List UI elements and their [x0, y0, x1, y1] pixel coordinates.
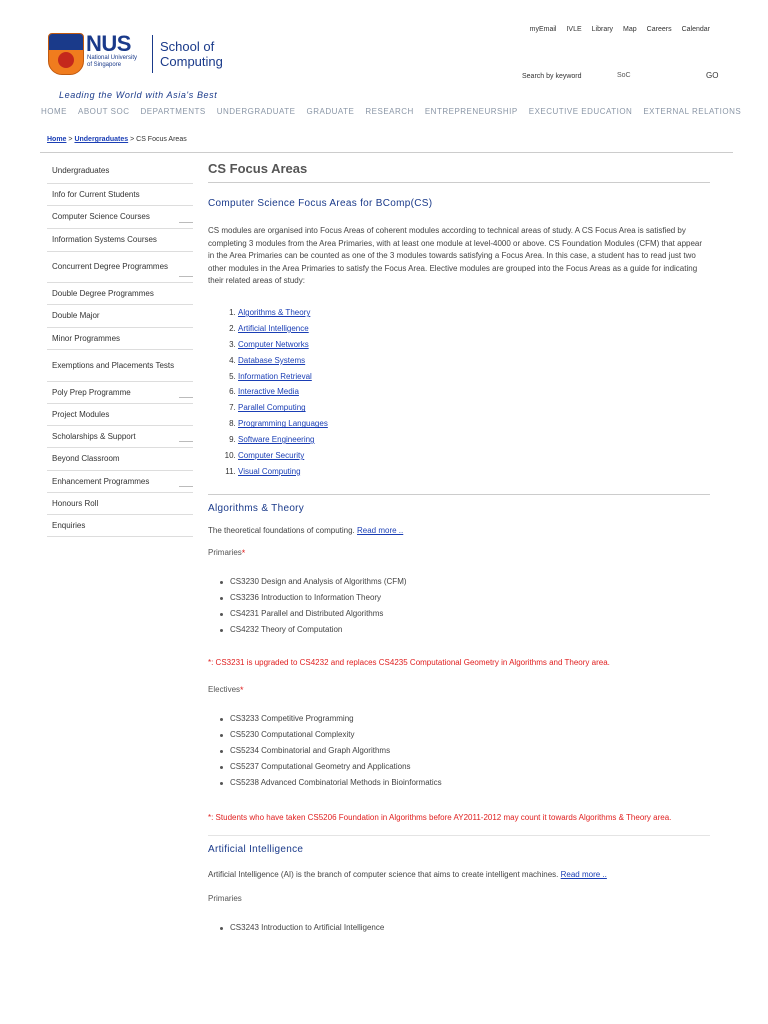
sidebar-item-undergraduates[interactable] [47, 158, 193, 184]
expand-dash-icon [179, 222, 193, 223]
list-item: CS3236 Introduction to Information Theory [230, 590, 710, 606]
area-link[interactable]: Visual Computing [238, 466, 301, 476]
nav-graduate[interactable]: GRADUATE [306, 107, 355, 116]
list-item [238, 353, 710, 369]
sidebar-item-is-courses[interactable] [47, 229, 193, 252]
sidebar-item-enquiries[interactable] [47, 515, 193, 537]
nav-undergraduate[interactable]: UNDERGRADUATE [216, 107, 296, 116]
expand-dash-icon [179, 276, 193, 277]
list-item: CS3230 Design and Analysis of Algorithms (CFM) [230, 574, 710, 590]
list-item [238, 464, 710, 480]
logo-text: NUS [86, 31, 131, 56]
expand-dash-icon [179, 441, 193, 442]
sidebar-item-info-current-students[interactable] [47, 184, 193, 206]
logo-divider [152, 35, 153, 73]
divider [208, 182, 710, 183]
breadcrumb-separator: > [68, 136, 73, 143]
sidebar-item-label: Poly Prep Programme [52, 387, 131, 397]
divider [208, 835, 710, 836]
focus-area-list [208, 305, 710, 480]
area-link[interactable]: Algorithms & Theory [238, 307, 311, 317]
list-item: CS3243 Introduction to Artificial Intelligence [230, 920, 710, 936]
sidebar-item-label: Project Modules [52, 409, 110, 419]
school-name: School of Computing [160, 39, 223, 69]
list-item [238, 369, 710, 385]
sidebar-item-cs-courses[interactable] [47, 206, 193, 229]
page-title: CS Focus Areas [208, 161, 308, 176]
logo-subtext: National University of Singapore [87, 55, 138, 68]
sidebar-item-beyond-classroom[interactable] [47, 448, 193, 471]
list-item [238, 337, 710, 353]
primaries-label: Primaries [208, 893, 242, 903]
main-nav [41, 107, 752, 116]
link-ivle[interactable]: IVLE [566, 26, 582, 33]
search-input[interactable] [614, 68, 708, 82]
nav-external-relations[interactable]: EXTERNAL RELATIONS [643, 107, 742, 116]
area-link[interactable]: Computer Networks [238, 339, 309, 349]
area-link[interactable]: Computer Security [238, 450, 305, 460]
sidebar-item-exemptions[interactable] [47, 350, 193, 382]
area-link[interactable]: Programming Languages [238, 419, 328, 429]
list-item [238, 432, 710, 448]
nus-logo[interactable] [48, 33, 228, 79]
sidebar-item-enhancement[interactable] [47, 471, 193, 493]
link-map[interactable]: Map [623, 26, 637, 33]
read-more-link[interactable]: Read more .. [560, 869, 607, 879]
electives-label-text: Electives [208, 685, 241, 695]
tagline: Leading the World with Asia's Best [59, 90, 218, 100]
area-link[interactable]: Interactive Media [238, 387, 299, 397]
list-item: CS4232 Theory of Computation [230, 622, 710, 638]
list-item [238, 384, 710, 400]
sidebar-item-label: Exemptions and Placements Tests [52, 360, 175, 370]
sidebar-item-label: Double Major [52, 311, 100, 320]
search-label: Search by keyword [522, 73, 582, 80]
electives-label [208, 685, 710, 695]
sidebar-item-double-major[interactable] [47, 305, 193, 328]
divider [208, 494, 710, 495]
nav-entrepreneurship[interactable]: ENTREPRENEURSHIP [424, 107, 518, 116]
list-item: CS5234 Combinatorial and Graph Algorithms [230, 743, 710, 759]
sidebar-item-label: Computer Science Courses [52, 212, 150, 221]
nus-crest-icon [48, 33, 84, 75]
sidebar-item-label: Double Degree Programmes [52, 288, 154, 298]
list-item: CS5230 Computational Complexity [230, 727, 710, 743]
list-item: CS5237 Computational Geometry and Applications [230, 759, 710, 775]
area-link[interactable]: Parallel Computing [238, 403, 306, 413]
sidebar-item-label: Information Systems Courses [52, 235, 157, 244]
list-item [238, 321, 710, 337]
sidebar-item-label: Undergraduates [52, 165, 110, 175]
description-text: The theoretical foundations of computing. [208, 525, 355, 535]
section-subtitle: Computer Science Focus Areas for BComp(CS) [208, 198, 433, 209]
primaries-label-text: Primaries [208, 547, 242, 557]
link-myemail[interactable]: myEmail [529, 26, 557, 33]
sidebar-item-scholarships[interactable] [47, 426, 193, 448]
sidebar-item-concurrent-degree[interactable] [47, 252, 193, 283]
read-more-link[interactable]: Read more .. [357, 525, 404, 535]
breadcrumb-home[interactable]: Home [47, 136, 67, 143]
sidebar-item-double-degree[interactable] [47, 283, 193, 305]
list-item [238, 448, 710, 464]
intro-paragraph: CS modules are organised into Focus Areas of coherent modules according to technical areas of study. A CS Focus Area is satisfied by completing 3 modules from the Area Primaries, with at least one module at level-4000 or above. CS Foundation Modules (CFM) that appear in the Area Primaries can be counted as one of the 3 modules towards satisfying a Focus Area. In this case, a student has to read just two other modules in the Area Primaries to satisfy the Focus Area. Elective modules are grouped into the Focus Areas as a guide for indicating their related areas of study: [208, 226, 703, 286]
sidebar-item-label: Enhancement Programmes [52, 476, 150, 486]
description-text: Artificial Intelligence (AI) is the branch of computer science that aims to create intelligent machines. [208, 869, 559, 879]
sidebar-item-label: Info for Current Students [52, 189, 140, 199]
breadcrumb-current: CS Focus Areas [136, 136, 187, 143]
breadcrumb-undergraduates[interactable]: Undergraduates [74, 136, 129, 143]
area-link[interactable]: Software Engineering [238, 435, 315, 445]
list-item: CS3233 Competitive Programming [230, 711, 710, 727]
sidebar-item-label: Honours Roll [52, 498, 99, 508]
expand-dash-icon [179, 397, 193, 398]
note-text: *: CS3231 is upgraded to CS4232 and replaces CS4235 Computational Geometry in Algorithms and Theory area. [208, 657, 610, 667]
sidebar-item-honours-roll[interactable] [47, 493, 193, 515]
sidebar-item-label: Concurrent Degree Programmes [52, 262, 169, 271]
note-text: *: Students who have taken CS5206 Foundation in Algorithms before AY2011-2012 may count it towards Algorithms & Theory area. [208, 813, 672, 823]
section-description [208, 526, 710, 535]
link-careers[interactable]: Careers [646, 26, 672, 33]
section-heading-algorithms: Algorithms & Theory [208, 502, 305, 514]
breadcrumb-separator: > [130, 136, 135, 143]
sidebar-item-label: Enquiries [52, 520, 86, 530]
asterisk: * [241, 547, 246, 558]
nav-home[interactable]: HOME [41, 107, 67, 116]
sidebar-item-label: Beyond Classroom [52, 454, 120, 463]
asterisk: * [240, 685, 244, 696]
main-content [208, 155, 710, 936]
list-item: CS4231 Parallel and Distributed Algorithms [230, 606, 710, 622]
sidebar-nav [47, 158, 193, 537]
link-library[interactable]: Library [591, 26, 614, 33]
nav-research[interactable]: RESEARCH [365, 107, 414, 116]
area-link[interactable]: Artificial Intelligence [238, 323, 309, 333]
list-item [238, 416, 710, 432]
area-link[interactable]: Information Retrieval [238, 371, 312, 381]
area-link[interactable]: Database Systems [238, 355, 306, 365]
primaries-list [208, 920, 710, 936]
nav-executive-education[interactable]: EXECUTIVE EDUCATION [528, 107, 633, 116]
utility-links [530, 26, 710, 33]
search-go-button[interactable]: GO [706, 71, 719, 80]
sidebar-item-minor-programmes[interactable] [47, 328, 193, 350]
expand-dash-icon [179, 486, 193, 487]
sidebar-item-label: Minor Programmes [52, 333, 121, 343]
nav-about-soc[interactable]: ABOUT SOC [78, 107, 130, 116]
section-description [208, 870, 710, 879]
nav-departments[interactable]: DEPARTMENTS [140, 107, 206, 116]
sidebar-item-project-modules[interactable] [47, 404, 193, 426]
list-item: CS5238 Advanced Combinatorial Methods in Bioinformatics [230, 775, 710, 791]
breadcrumb [47, 136, 187, 143]
primaries-list [208, 574, 710, 638]
divider [40, 152, 733, 153]
section-heading-ai: Artificial Intelligence [208, 843, 304, 855]
primaries-label [208, 548, 710, 558]
sidebar-item-poly-prep[interactable] [47, 382, 193, 404]
link-calendar[interactable]: Calendar [681, 26, 710, 33]
sidebar-item-label: Scholarships & Support [52, 431, 136, 441]
list-item [238, 400, 710, 416]
list-item [238, 305, 710, 321]
electives-list [208, 711, 710, 791]
